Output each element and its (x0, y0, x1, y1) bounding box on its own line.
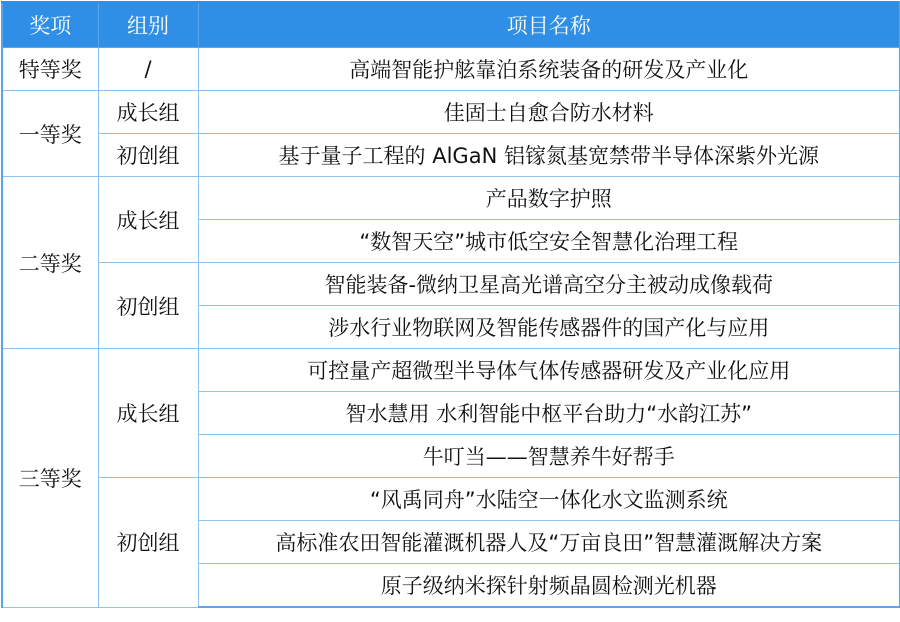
header-row (2, 2, 900, 48)
table-row (2, 177, 900, 220)
table-row (2, 478, 900, 521)
award-first: 一等奖 (2, 91, 98, 177)
header-award: 奖项 (2, 2, 98, 48)
project-cell: 牛叮当——智慧养牛好帮手 (198, 435, 900, 478)
project-cell: 智水慧用 水利智能中枢平台助力“水韵江苏” (198, 392, 900, 435)
awards-table (1, 1, 900, 608)
table-row (2, 48, 900, 91)
group-special: / (98, 48, 198, 91)
header-group: 组别 (98, 2, 198, 48)
group-startup: 初创组 (98, 134, 198, 177)
project-cell: 高端智能护舷靠泊系统装备的研发及产业化 (198, 48, 900, 91)
table-row (2, 349, 900, 392)
project-cell: “风禹同舟”水陆空一体化水文监测系统 (198, 478, 900, 521)
project-cell: 可控量产超微型半导体气体传感器研发及产业化应用 (198, 349, 900, 392)
group-startup: 初创组 (98, 263, 198, 349)
header-project: 项目名称 (198, 2, 900, 48)
project-cell: 智能装备-微纳卫星高光谱高空分主被动成像载荷 (198, 263, 900, 306)
table-row (2, 91, 900, 134)
award-special: 特等奖 (2, 48, 98, 91)
project-cell: 涉水行业物联网及智能传感器件的国产化与应用 (198, 306, 900, 349)
group-growth: 成长组 (98, 349, 198, 478)
group-growth: 成长组 (98, 91, 198, 134)
table-row (2, 134, 900, 177)
table-row (2, 263, 900, 306)
award-third: 三等奖 (2, 349, 98, 608)
project-cell: 佳固士自愈合防水材料 (198, 91, 900, 134)
group-growth: 成长组 (98, 177, 198, 263)
award-second: 二等奖 (2, 177, 98, 349)
project-cell: “数智天空”城市低空安全智慧化治理工程 (198, 220, 900, 263)
group-startup: 初创组 (98, 478, 198, 608)
project-cell: 高标准农田智能灌溉机器人及“万亩良田”智慧灌溉解决方案 (198, 521, 900, 564)
project-cell: 产品数字护照 (198, 177, 900, 220)
project-cell: 基于量子工程的 AlGaN 铝镓氮基宽禁带半导体深紫外光源 (198, 134, 900, 177)
project-cell: 原子级纳米探针射频晶圆检测光机器 (198, 564, 900, 608)
